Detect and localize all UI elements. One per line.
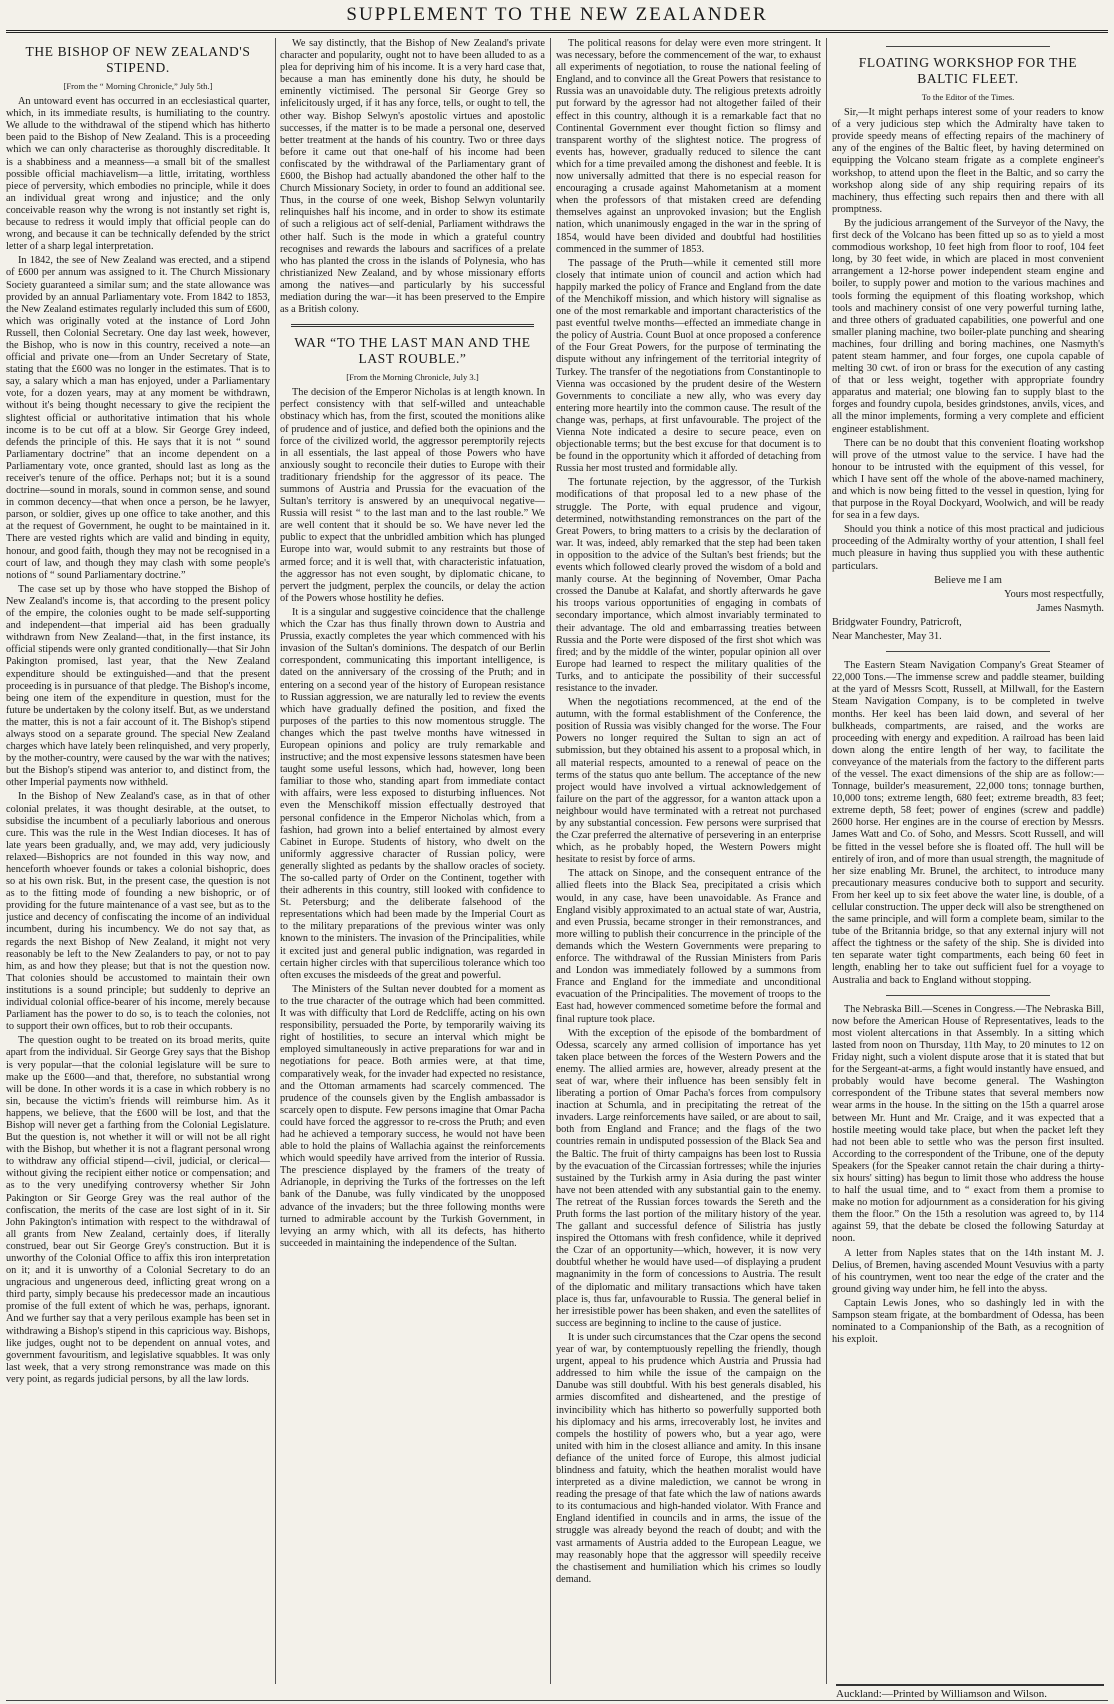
article-source: [From the Morning Chronicle, July 3.] (346, 372, 479, 383)
paragraph: It is under such circumstances that the Czar opens the second year of war, by contemptuously repelling the friendly, though urgent, appeal to his prudence which Austria and Prussia had addressed to him while the issue of the campaign on the Danube was still doubtful. With his best generals disabled, his armies discomfited and disheartened, and the prestige of invincibility which has hitherto so powerfully supported both his diplomacy and his arms, irrecoverably lost, he invites and compels the hostility of powers who, but a year ago, were united with him in the closest alliance and amity. In this insane defiance of the united force of Europe, this almost judicial blindness and fatuity, which the heathen moralist would have interpreted as a divine malediction, we cannot be wrong in reading the presage of that fate which the law of nations awards to its contumacious and high-handed violator. With France and England identified in councils and in arms, the issue of the struggle was already beyond the reach of doubt; and with the vast armaments of Austria added to the European League, we may reasonably hope that the aggressor will speedily receive the chastisement and humiliation which his crimes so loudly demand. (556, 1331, 821, 1585)
paragraph: An untoward event has occurred in an ecclesiastical quarter, which, in its immediate results, is humiliating to the country. We allude to the withdrawal of the stipend which has hitherto been paid to the Bishop of New Zealand. This is a proceeding which we can only characterise as thoroughly discreditable. It is a shabbiness and a meanness—a small bit of the smallest possible official machiavelism—a little, irritating, worthless piece of perversity, which embodies no principle, while it does an individual great wrong and injustice; and the only conceivable reason why the wrong is not instantly set right is, because to redress it would imply that official people can do wrong, and because it can be technically defended by the strict letter of a sharp legal interpretation. (6, 96, 270, 253)
masthead: SUPPLEMENT TO THE NEW ZEALANDER (346, 4, 768, 25)
article-title-bishop: THE BISHOP OF NEW ZEALAND'S STIPEND. (25, 44, 251, 75)
letter-salutation: To the Editor of the Times. (921, 92, 1015, 102)
column-rule (550, 38, 551, 1684)
paragraph: When the negotiations recommenced, at the end of the autumn, with the formal establishment of the Conference, the position of Russia was visibly changed for the worse. The Four Powers no longer required the Sultan to sign an act of submission, but they obtained his assent to a proposal which, in all material respects, amounted to a renewal of peace on the terms of the status quo ante bellum. The acceptance of the new project would have involved a virtual acknowledgement of failure on the part of the aggressor, for a wanton attack upon a neighbour would have terminated with a retreat not purchased by any substantial concession. Few persons were surprised that the Czar preferred the alternative of persevering in an enterprise which, as he probably hoped, the Western Powers might hesitate to resist by force of arms. (556, 697, 821, 866)
bottom-rule (6, 1700, 1108, 1701)
paragraph: The question ought to be treated on its broad merits, quite apart from the individual. Sir George Grey says that the Bishop is very popular—that the colonial legislature will be sure to make up the £600—and that, therefore, no substantial wrong will be done. In other words it is a case in which robbery is no sin, because the victim's friends will reimburse him. As it happens, we believe, that the £600 will be lost, and that the Bishop will never get a farthing from the Colonial Legislature. But the question is, not whether it will or will not be all right with the Bishop, but whether it is not a flagrant personal wrong to withdraw any official stipend—civil, judicial, or clerical—without giving the recipient either notice or compensation; and as to the very unedifying controversy whether Sir John Pakington or Sir George Grey was the real author of the confiscation, the merits of the case are lost sight of in it. Sir John Pakington's intimation with respect to the withdrawal of all grants from New Zealand, certainly does, if literally construed, bear out Sir George Grey's construction. But it is unworthy of the Colonial Office to affix this iron interpretation on it; and it is unworthy of a Colonial Secretary to do an ungracious and ungenerous deed, inflicting great wrong on a third party, simply because his predecessor made an incautious promise of the full extent of which he was, perhaps, ignorant. And we further say that a very perilous example has been set in withdrawing a Bishop's stipend in this capricious way. Bishops, like judges, ought not to be dependent on annual votes, and government favouritism, and legislative squabbles. It was only last week, that a very strong remonstrance was made on this very point, as regards judicial persons, by all the law lords. (6, 1035, 270, 1385)
column-3 (556, 38, 821, 1678)
paragraph: The political reasons for delay were even more stringent. It was necessary, before the commencement of the war, to exhaust all experiments of negotiation, to rouse the national feeling of England, and to convince all the Great Powers that resistance to Russia was an unavoidable duty. The religious pretexts adroitly put forward by the agressor had not altogether failed of their effect in this country, although it is a remarkable fact that no Continental Government ever thought fiction so flimsy and transparent worthy of the slightest notice. The progress of events has, however, gradually reduced to silence the cant which for a time prevailed among the dishonest and feeble. It is now universally admitted that there is no especial reason for encouraging a crusade against Mahometanism at a moment when the professors of that mistaken creed are defending themselves against an unprovoked invasion; but the English nation, which unanimously engaged in the war in the spring of 1854, would have been divided and doubtful had hostilities commenced in the summer of 1853. (556, 38, 821, 255)
paragraph: In the Bishop of New Zealand's case, as in that of other colonial prelates, it was thought desirable, at the outset, to subsidise the incumbent of a peculiarly laborious and onerous cure. This was the rule in the West Indian dioceses. It has of late years been gradually, and, we may add, very judiciously relaxed—Bishoprics are not founded in this way now, and henceforth whoever founds or takes a colonial bishopric, does so at his own risk. But, in the present case, the question is not as to the fitting mode of founding a new bishopric, or of providing for the future maintenance of a vast see, but as to the justice and decency of confiscating the income of an individual incumbent, during his incumbency. We do not say that, as regards the next Bishop of New Zealand, it might not very reasonably be left to the New Zealanders to pay, or not to pay him, as and how they please; but that is not the question now. That colonies should be accustomed to maintain their own institutions is a sound principle; but suddenly to deprive an individual colonial office-bearer of his income, merely because Parliament has the power to do so, is to teach the colonies, not to support their own offices, but to rob their occupants. (6, 791, 270, 1033)
masthead-rule (6, 30, 1108, 33)
column-rule (275, 38, 276, 1684)
paragraph: The Nebraska Bill.—Scenes in Congress.—The Nebraska Bill, now before the American House of Representatives, leads to the most violent altercations in that Assembly. In a sitting which lasted from noon on Thursday, 11th May, to 20 minutes to 12 on Friday night, such a violent dispute arose that it is stated that but for the Sergeant-at-arms, a fight would instantly have ensued, and probably would have become general. The Washington correspondent of the Tribune states that several members now wear arms in the house. In the sitting on the 15th a quarrel arose between Mr. Hunt and Mr. Craige, and it was expected that a hostile meeting would take place, but when the packet left they had not been able to settle who was the person first insulted. According to the correspondent of the Tribune, one of the deputy Speakers (for the Speaker cannot retain the chair during a thirty-six hours' sitting) has begun to limit those who address the house to half the usual time, and to “ exact from them a promise to make no motion for adjournment as a consideration for his giving them the floor.” On the 15th a resolution was agreed to, by 114 against 59, that the debate be closed the following Saturday at noon. (832, 1003, 1104, 1245)
imprint-rule (836, 1684, 1104, 1686)
section-divider (886, 46, 1049, 47)
paragraph: The Eastern Steam Navigation Company's Great Steamer of 22,000 Tons.—The immense screw and paddle steamer, building at the yard of Messrs Scott, Russell, at Millwall, for the Eastern Steam Navigation Company, is to be completed in twelve months. Her keel has been laid down, and several of her bulkheads, compartments, are raised, and the works are proceeding with energy and expedition. A railroad has been laid down along the entire length of her way, to facilitate the conveyance of the materials from the factory to the different parts of the vessel. The exact dimensions of the ship are as follow:—Tonnage, builder's measurement, 22,000 tons; tonnage burthen, 10,000 tons; extreme length, 680 feet; extreme breadth, 83 feet; extreme depth, 58 feet; power of engines (screw and paddle) 2600 horse. Her engines are in the course of erection by Messrs. James Watt and Co. of Soho, and Messrs. Scott Russell, and will be fitted in the vessel before she is floated off. The hull will be entirely of iron, and of more than usual strength, the magnitude of her size enabling Mr. Brunel, the architect, to introduce many precautionary measures conducive both to support and security. From her keel up to six feet above the water line, is double, of a cellular construction. The upper deck will also be strengthened on the same principle, and will form a complete beam, similar to the tube of the Britannia bridge, so that any external injury will not affect the tightness or the safety of the ship. She is divided into ten separate water tight compartments, each being 60 feet in length, enabling her to take out sufficient fuel for a voyage to Australia and back to England without stopping. (832, 660, 1104, 986)
column-4 (832, 38, 1104, 1678)
column-2 (280, 38, 545, 1678)
paragraph: We say distinctly, that the Bishop of New Zealand's private character and popularity, ought not to have been alluded to as a plea for depriving him of his income. It is a very hard case that, because a man has eminently done his duty, he should be eminently victimised. The personal Sir George Grey so infelicitously urged, if it has any force, tells, or ought to tell, the other way. Bishop Selwyn's apostolic virtues and apostolic successes, if the matter is to be made a personal one, deserved better treatment at the hands of his country. Two or three days before it came out that one-half of his income had been confiscated by the withdrawal of the Parliamentary grant of £600, the Bishop had actually abandoned the other half to the Church Missionary Society, in order to found an additional see. Thus, in the course of one week, Bishop Selwyn voluntarily relinquishes half his income, and in order to show its estimate of such a religious act of self-denial, Parliament withdraws the other half. Such is the mode in which a grateful country recognises and rewards the labours and sacrifices of a prelate who has planted the cross in the islands of Polynesia, who has christianized New Zealand, and by whose missionary efforts among the natives—and particularly by his successful mediation during the war—it has been preserved to the Empire as a British colony. (280, 38, 545, 316)
paragraph: A letter from Naples states that on the 14th instant M. J. Delius, of Bremen, having ascended Mount Vesuvius with a party of his countrymen, went too near the edge of the crater and the ground giving way under him, he fell into the abyss. (832, 1247, 1104, 1295)
signoff: Yours most respectfully, (1004, 588, 1104, 600)
letter-address: Bridgwater Foundry, Patricroft, (832, 616, 962, 628)
paragraph: Should you think a notice of this most practical and judicious proceeding of the Admiralty worthy of your attention, I shall feel much pleasure in having thus supplied you with these authentic particulars. (832, 524, 1104, 572)
section-divider (886, 651, 1049, 652)
paragraph: In 1842, the see of New Zealand was erected, and a stipend of £600 per annum was assigned to it. The Church Missionary Society guaranteed a similar sum; and the state allowance was provided by an annual Parliamentary vote. From 1842 to 1853, the New Zealand estimates regularly included this sum of £600, which was originally voted at the instance of Lord John Russell, then Colonial Secretary. One day last week, however, the Bishop, who is now in this country, received a note—an official and private one—from an Under Secretary of State, stating that the £600 was no longer in the estimates. That is to say, a salary which a man has enjoyed, under a Parliamentary vote, for a dozen years, may at any moment be withdrawn, without it's being thought necessary to give the recipient the slightest official or authoritative intimation that his whole income is to be cut off at a blow. Sir George Grey indeed, defends the principle of this. He says that it is not “ sound Parliamentary doctrine” that an income dependent on a Parliamentary vote, once granted, should last as long as the receiver's tenure of the office. Perhaps not; but it is a sound doctrine—sound in morals, sound in common sense, and sound in common decency—that when once a person, be he lawyer, parson, or soldier, gives up one office to take another, and this at the request of Government, he ought to be maintained in it. There are vested rights which are valid and binding in equity, honour, and good faith, though they may not be recognised in a court of law, and though they may clash with some people's notions of “ sound Parliamentary doctrine.” (6, 255, 270, 581)
paragraph: The attack on Sinope, and the consequent entrance of the allied fleets into the Black Sea, precipitated a crisis which would, in any case, have been unavoidable. As France and England visibly approximated to an actual state of war, Austria, and even Prussia, became stronger in their remonstrances, and more willing to publish their concurrence in the principle of the demands which the Western Governments were preparing to enforce. The withdrawal of the Russian Ministers from Paris and London was immediately followed by a summons from France and England for the immediate and unconditional evacuation of the Principalities. The movement of troops to the East had, however commenced sometime before the formal and final rupture took place. (556, 868, 821, 1025)
paragraph: It is a singular and suggestive coincidence that the challenge which the Czar has thus finally thrown down to Austria and Prussia, exactly completes the year which commenced with his invasion of the Sultan's dominions. The despatch of our Berlin correspondent, communicating this important intelligence, is dated on the anniversary of the crossing of the Pruth; and in entering on a second year of the history of European resistance to Russian aggression, we are naturally led to review the events which have gradually defined the position, and fixed the purposes of the parties to this now momentous struggle. The changes which the past twelve months have witnessed in European opinions and policy are truly remarkable and instructive; and the most expensive lessons statesmen have been taught some useful lessons, which had, however, long been familiar to those who, standing apart from immediate contact with affairs, were less exposed to disturbing influences. Not even the Menschikoff mission effectually destroyed that personal confidence in the Emperor Nicholas which, from a fashion, had grown into a belief entertained by almost every Cabinet in Europe. Students of history, who dwelt on the uniformly aggressive character of Russian policy, were generally slighted as pedants by the shallow oracles of society. The so-called party of Order on the Continent, together with their adherents in this country, still looked with confidence to St. Petersburg; and the deliberate falsehood of the representations which had been made by the Imperial Court as to the military preparations of the previous winter was only known to the ministers. The invasion of the Principalities, while it excited just and general public indignation, was regarded in certain higher circles with that supercilious tolerance which too often excuses the misdeeds of the great and powerful. (280, 606, 545, 981)
signature: James Nasmyth. (1036, 602, 1104, 614)
paragraph: With the exception of the episode of the bombardment of Odessa, scarcely any armed collision of importance has yet taken place between the forces of the Western Powers and the enemy. The allied armies are, however, already present at the seat of war, where their influence has been sensibly felt in liberating a portion of Omar Pacha's forces from compulsory inaction at Schumla, and in precipitating the retreat of the invaders. Large reinforcements have sailed, or are about to sail, both from England and France; and the flags of the two countries remain in undisputed possession of the Black Sea and the Baltic. The fruit of thirty campaigns has been lost to Russia by the evacuation of the Circassian fortresses; while the injuries sustained by the Turkish army in Asia during the past winter have not been attended with any substantial gain to the enemy. The retreat of the Russian forces towards the Sereth and the Pruth forms the last portion of the military history of the year. The gallant and successful defence of Silistria has justly inspired the Ottomans with fresh confidence, while it deprived the Czar of an opportunity—which, however, it is now very doubtful whether he would have used—of displaying a prudent magnanimity in the form of concessions to Austria. The result of the diplomatic and military transactions which have taken place is, thus far, unfavourable to Russia. The general belief in her irresistible power has been shaken, and even the satellites of success are beginning to incline to the cause of justice. (556, 1027, 821, 1329)
paragraph: Captain Lewis Jones, who so dashingly led in with the Sampson steam frigate, at the bombardment of Odessa, has been nominated to a Companionship of the Bath, as a recognition of his exploit. (832, 1297, 1104, 1346)
article-title-war: WAR “TO THE LAST MAN AND THE LAST ROUBLE.” (294, 335, 531, 367)
paragraph: The fortunate rejection, by the aggressor, of the Turkish modifications of that proposal led to a new phase of the struggle. The Porte, with equal prudence and vigour, determined, notwithstanding remonstrances on the part of the Great Powers, to bring matters to a crisis by the declaration of war. It was, indeed, ably remarked that the step had been taken in opposition to the advice of the Sultan's best friends; but the events which followed clearly proved the wisdom of a bold and manly course. At the beginning of November, Omar Pacha crossed the Danube at Kalafat, and shortly afterwards he gave his troops various opportunities of engaging in combats of secondary importance, which almost invariably terminated to their advantage. The old and embarrassing treaties between Russia and the Porte were disposed of the first shot which was fired; and by the middle of the winter, popular opinion all over Europe had learned to respect the military qualities of the Turks, and to anticipate the possibility of their successful resistance to the invader. (556, 477, 821, 694)
article-source: [From the “ Morning Chronicle,” July 5th.] (63, 81, 213, 91)
section-divider (886, 995, 1049, 996)
letter-address: Near Manchester, May 31. (832, 631, 942, 643)
paragraph: There can be no doubt that this convenient floating workshop will prove of the utmost value to the service. I have had the honour to be intrusted with the equipment of this vessel, for which I have sent off the whole of the above-named machinery, and which is now being fitted to the vessel in question, lying for that purpose in the Royal Dockyard, Woolwich, and will be ready for sea in a few days. (832, 437, 1104, 522)
paragraph: The Ministers of the Sultan never doubted for a moment as to the true character of the outrage which had been committed. It was with difficulty that Lord de Redcliffe, acting on his own responsibility, persuaded the Porte, by temporarily waiving its right of hostilities, to secure an interval which might be employed simultaneously in active preparations for war and in negotiations for peace. Both armies were, at that time, comparatively weak, for the invader had expected no resistance, and the Ottoman armaments had scarcely commenced. The prudence of the counsels given by the English ambassador is scarcely open to dispute. Few persons imagine that Omar Pacha could have forced the aggressor to re-cross the Pruth; and even had he achieved a temporary success, he would not have been able to hold the plains of Wallachia against the reinforcements which would speedily have arrived from the interior of Russia. The prescience displayed by the framers of the treaty of Adrianople, in depriving the Turks of the fortresses on the left bank of the Danube, was fully vindicated by the unopposed advance of the invaders; but the three following months were turned to admirable account by the Turkish Government, in levying an army which, with all its defects, has hitherto succeeded in maintaining the independence of the Sultan. (280, 983, 545, 1249)
paragraph: The passage of the Pruth—while it cemented still more closely that intimate union of council and action which had happily marked the policy of France and England from the date of the Menchikoff mission, and which history will signalise as one of the most remarkable and important characteristics of the past eventful twelve months—effected an immediate change in the policy of Austria. Count Buol at once proposed a conference of the Four Great Powers, for the purpose of terminating the dispute without any infringement of the territorial integrity of Turkey. The transfer of the negotiations from Constantinople to Vienna was occasioned by the prudent desire of the Western Governments to conciliate a new ally, who was every day entering more heartily into the common cause. The result of the change was, perhaps, at first unfavourable. The project of the Vienna Note indicated a desire to secure peace, even on objectionable terms; but the best excuse for that document is to be found in the opportunity which it afforded of detaching from Russia her most trusted and formidable ally. (556, 257, 821, 475)
printer-imprint: Auckland:—Printed by Williamson and Wilson. (836, 1688, 1048, 1700)
column-rule (826, 38, 827, 1684)
column-1 (6, 38, 270, 1678)
signoff: Believe me I am (934, 574, 1002, 586)
article-title-floating-workshop: FLOATING WORKSHOP FOR THE BALTIC FLEET. (858, 55, 1078, 86)
paragraph: Sir,—It might perhaps interest some of your readers to know of a very judicious step which the Admiralty have taken to provide speedy means of effecting repairs of the machinery of any of the engines of the Baltic fleet, by having determined on equipping the Volcano steam frigate as a complete engineer's workshop, to attend upon the fleet in the Baltic, and so carry the workshop along side of any ship requiring repairs of its machinery, thus effecting such repairs then and there with all promptness. (832, 107, 1104, 215)
paragraph: By the judicious arrangement of the Surveyor of the Navy, the first deck of the Volcano has been fitted up so as to yield a most commodious workshop, 10 feet high from floor to roof, 104 feet long, by 30 feet wide, in which are placed in most convenient arrangement a 12-horse power independent steam engine and boiler, to supply power and motion to the various machines and tools forming the equipment of this floating workshop, which tools and machinery consist of one very powerful turning lathe, and three others of graduated capabilities, one powerful and one smaller planing machine, two boiler-plate punching and shearing machines, four drilling and boring machines, one Nasmyth's patent steam hammer, and four forges, one cupola capable of melting 30 cwt. of iron or brass for the execution of any casting of that or less weight, together with appropriate foundry apparatus and material; one blowing fan to supply blast to the forges and foundry cupola, besides grindstones, anvils, vices, and all the minor implements, forming a very complete and efficient engineer establishment. (832, 217, 1104, 435)
section-divider (291, 324, 535, 327)
paragraph: The case set up by those who have stopped the Bishop of New Zealand's income is, that according to the present policy of the empire, the colonies ought to be made self-supporting and independent—that imperial aid has been gradually withdrawn from New Zealand—that, in the first instance, its official stipends were only granted conditionally—that Sir John Pakington promised, last year, that the New Zealand expenditure should be extinguished—and that the present proceeding is in pursuance of that pledge. The Bishop's income, being one item of the expenditure in question, must for the future be undertaken by the colony itself. But, as we understand the matter, this is not a fair account of it. The Bishop's stipend always stood on a separate ground. The special New Zealand charges which have lately been relinquished, and very properly, by the mother-country, were caused by the war with the natives; but the Bishop's stipend was anterior to, and distinct from, the other Imperial payments now withheld. (6, 583, 270, 789)
paragraph: The decision of the Emperor Nicholas is at length known. In perfect consistency with that self-willed and unteachable obstinacy which has, from the first, scouted the monitions alike of prudence and of justice, and defied both the opinions and the force of the civilized world, the aggressor peremptorily rejects in all essentials, the last appeal of those Powers who have anxiously sought to reconcile their duties to Europe with their traditionary friendship for the aggressor of its peace. The summons of Austria and Prussia for the evacuation of the Sultan's territory is answered by an unequivocal negative—Russia will resist “ to the last man and to the last rouble.” We are well content that it should be so. We have never led the public to expect that the unbridled ambition which has plunged Europe into war, would submit to any restraints but those of armed force; and it is well that, with characteristic infatuation, the aggressor has not even sought, by diplomatic chicane, to pervert the judgment, perplex the councils, or delay the action of the Powers whose hostility he defies. (280, 387, 545, 604)
